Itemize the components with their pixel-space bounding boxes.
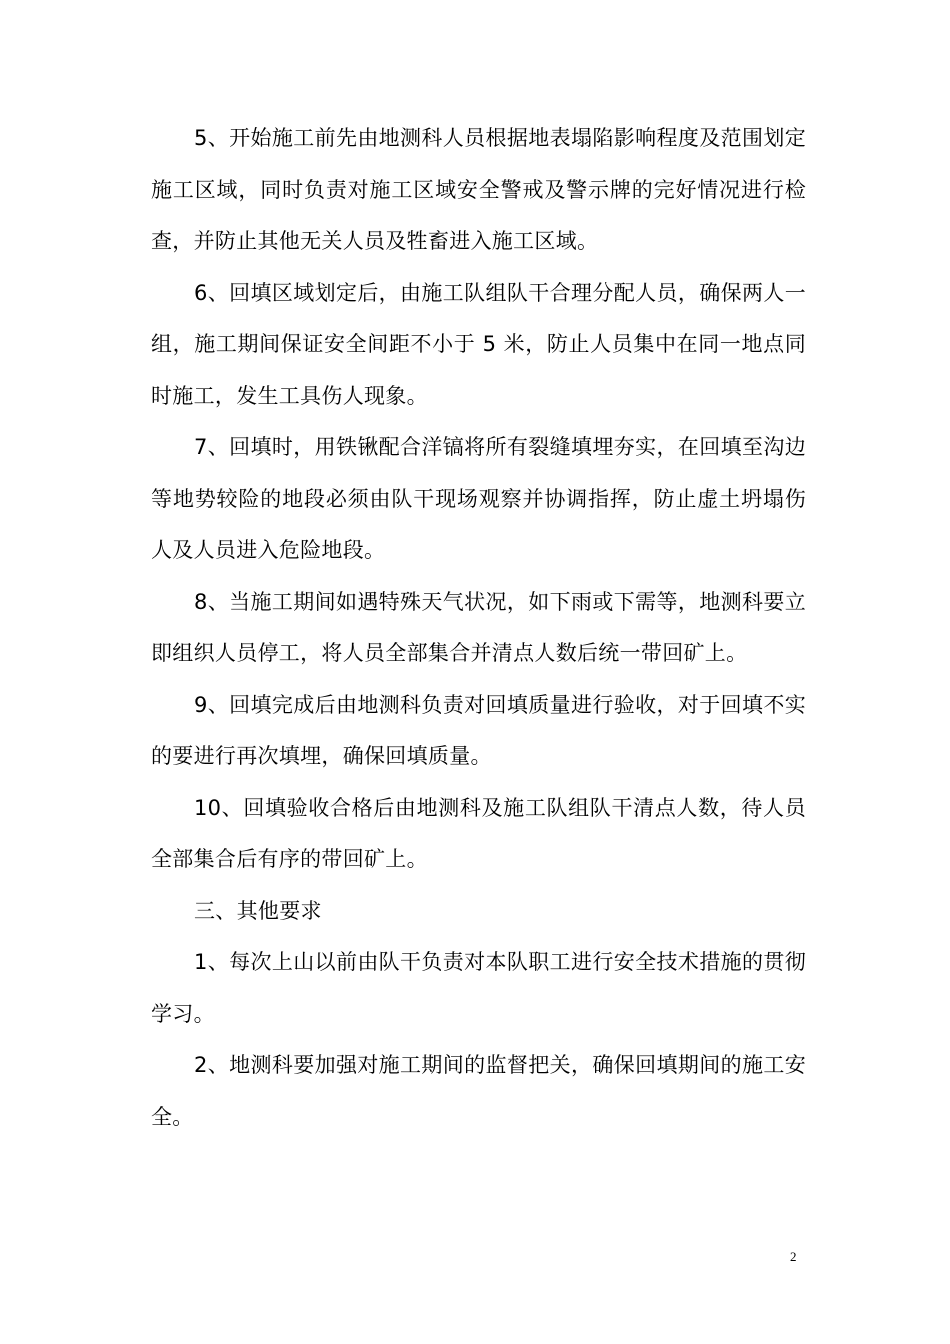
section-heading-other-requirements: 三、其他要求 — [194, 898, 322, 923]
paragraph-item-10: 10、回填验收合格后由地测科及施工队组队干清点人数，待人员全部集合后有序的带回矿上。 — [151, 795, 806, 871]
requirement-item-2: 2、地测科要加强对施工期间的监督把关，确保回填期间的施工安全。 — [151, 1053, 806, 1129]
paragraph-item-8: 8、当施工期间如遇特殊天气状况，如下雨或下需等，地测科要立即组织人员停工，将人员全部集合并清点人数后统一带回矿上。 — [151, 589, 806, 665]
document-body — [151, 113, 806, 1143]
paragraph-item-7: 7、回填时，用铁锹配合洋镐将所有裂缝填埋夯实，在回填至沟边等地势较险的地段必须由队干现场观察并协调指挥，防止虚土坍塌伤人及人员进入危险地段。 — [151, 435, 806, 562]
requirement-item-1: 1、每次上山以前由队干负责对本队职工进行安全技术措施的贯彻学习。 — [151, 950, 806, 1026]
paragraph-item-5: 5、开始施工前先由地测科人员根据地表塌陷影响程度及范围划定施工区域，同时负责对施工区域安全警戒及警示牌的完好情况进行检查，并防止其他无关人员及牲畜进入施工区域。 — [151, 126, 806, 253]
page-number: 2 — [790, 1249, 797, 1264]
paragraph-item-9: 9、回填完成后由地测科负责对回填质量进行验收，对于回填不实的要进行再次填埋，确保回填质量。 — [151, 692, 806, 768]
paragraph-item-6: 6、回填区域划定后，由施工队组队干合理分配人员，确保两人一组，施工期间保证安全间距不小于 5 米，防止人员集中在同一地点同时施工，发生工具伤人现象。 — [151, 280, 806, 408]
